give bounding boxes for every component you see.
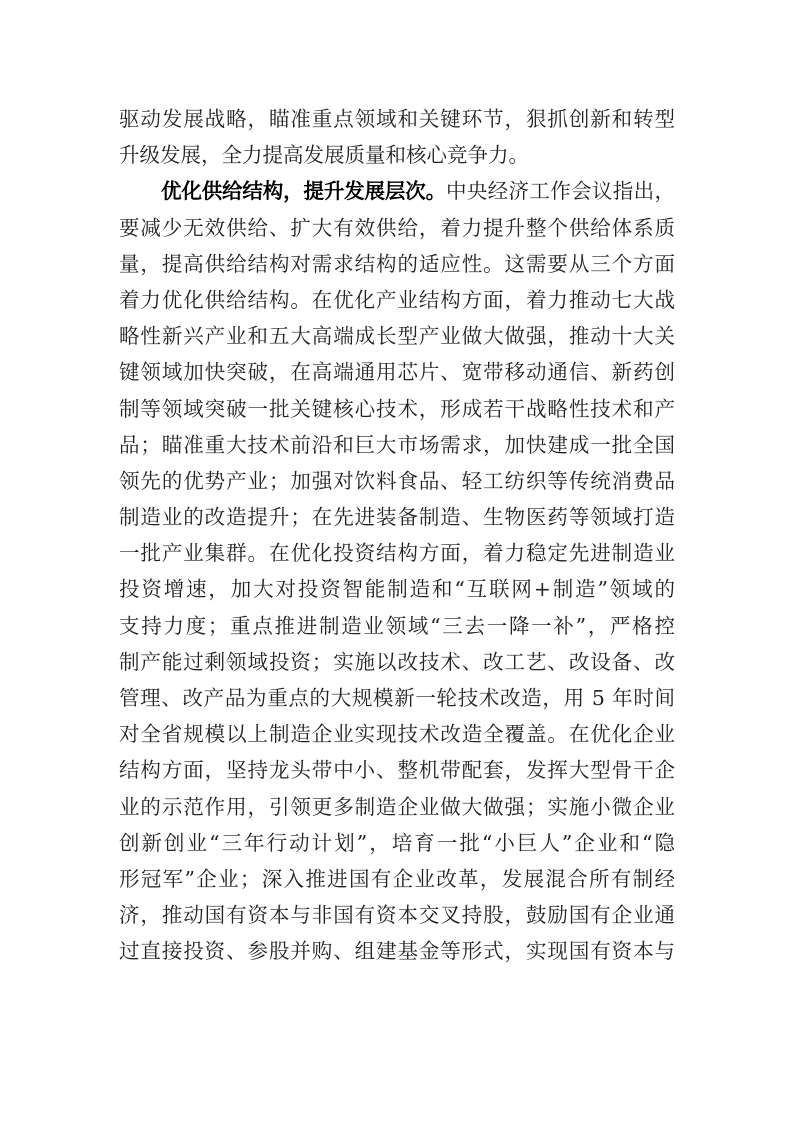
text-line: 济，推动国有资本与非国有资本交叉持股，鼓励国有企业通 xyxy=(119,903,675,928)
paragraph-heading-line xyxy=(119,173,675,209)
text-line: 升级发展，全力提高发展质量和核心竞争力。 xyxy=(119,143,529,168)
text-line: 品；瞄准重大技术前沿和巨大市场需求，加快建成一批全国 xyxy=(119,432,675,457)
text-line: 支持力度；重点推进制造业领域“三去一降一补”，严格控 xyxy=(119,613,675,638)
text-line: 过直接投资、参股并购、组建基金等形式，实现国有资本与 xyxy=(119,939,675,964)
paragraph-heading: 优化供给结构，提升发展层次。 xyxy=(161,179,446,204)
text-line: 制产能过剩领域投资；实施以改技术、改工艺、改设备、改 xyxy=(119,649,675,674)
text-line: 要减少无效供给、扩大有效供给，着力提升整个供给体系质 xyxy=(119,215,675,240)
text-line: 创新创业“三年行动计划”，培育一批“小巨人”企业和“隐 xyxy=(119,830,675,855)
text-line: 略性新兴产业和五大高端成长型产业做大做强，推动十大关 xyxy=(119,324,675,349)
text-line: 管理、改产品为重点的大规模新一轮技术改造，用 5 年时间 xyxy=(119,686,675,710)
text-line: 结构方面，坚持龙头带中小、整机带配套，发挥大型骨干企 xyxy=(119,758,675,783)
text-span: 中央经济工作会议指出， xyxy=(445,179,676,204)
text-line: 制等领域突破一批关键核心技术，形成若干战略性技术和产 xyxy=(119,396,675,421)
text-line: 着力优化供给结构。在优化产业结构方面，着力推动七大战 xyxy=(119,287,675,312)
text-line: 对全省规模以上制造企业实现技术改造全覆盖。在优化企业 xyxy=(119,722,675,747)
text-line: 驱动发展战略，瞄准重点领域和关键环节，狠抓创新和转型 xyxy=(119,107,675,131)
text-line: 投资增速，加大对投资智能制造和“互联网+制造”领域的 xyxy=(119,577,675,602)
text-line: 领先的优势产业；加强对饮料食品、轻工纺织等传统消费品 xyxy=(119,468,675,493)
text-line: 键领域加快突破，在高端通用芯片、宽带移动通信、新药创 xyxy=(119,360,675,385)
text-line: 业的示范作用，引领更多制造企业做大做强；实施小微企业 xyxy=(119,794,675,819)
text-line: 量，提高供给结构对需求结构的适应性。这需要从三个方面 xyxy=(119,251,675,276)
text-line: 形冠军”企业；深入推进国有企业改革，发展混合所有制经 xyxy=(119,866,675,891)
text-line: 一批产业集群。在优化投资结构方面，着力稳定先进制造业 xyxy=(119,541,675,566)
text-line: 制造业的改造提升；在先进装备制造、生物医药等领域打造 xyxy=(119,505,675,530)
document-page xyxy=(119,101,675,970)
